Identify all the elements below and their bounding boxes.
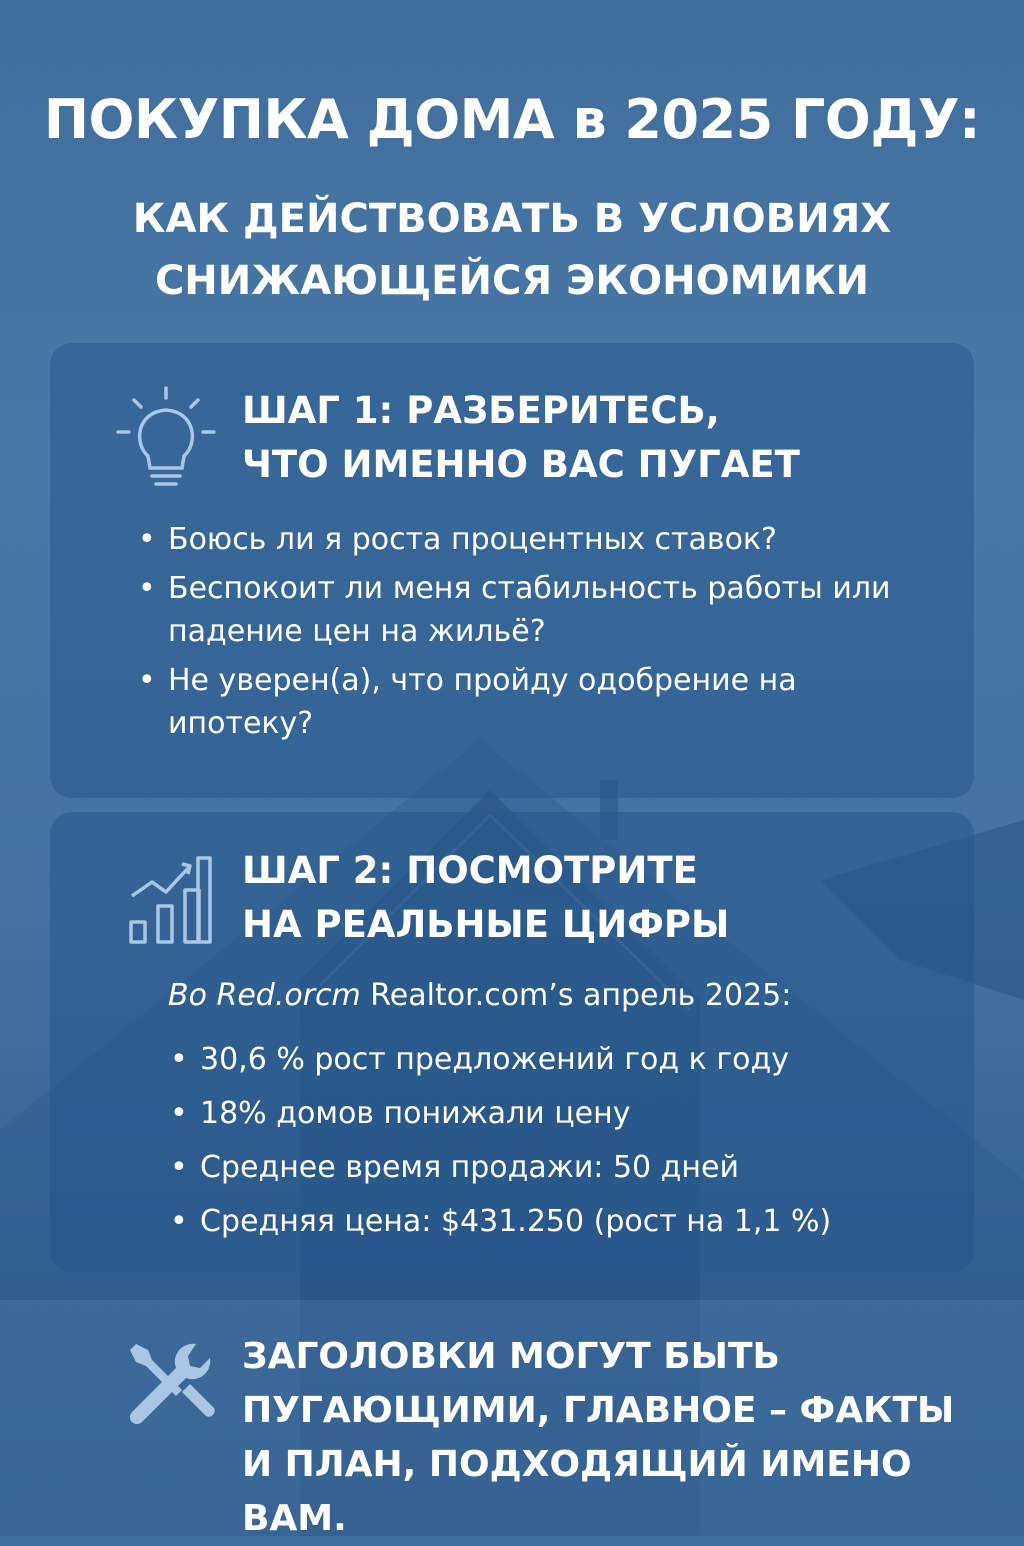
data-source [168, 978, 791, 1013]
step2-heading [242, 844, 729, 952]
list-item: • Средняя цена: $431.250 (рост на 1,1 %) [170, 1200, 930, 1243]
list-item: • Не уверен(а), что пройду одобрение на ипотеку? [138, 659, 898, 745]
page-subtitle [0, 188, 1024, 312]
footer-message [242, 1330, 1024, 1546]
step1-heading-line: ШАГ 1: РАЗБЕРИТЕСЬ, [242, 389, 720, 432]
list-item: • Беспокоит ли меня стабильность работы или падение цен на жильё? [138, 567, 898, 653]
source-prefix: Bo Red.orcm [168, 978, 361, 1013]
subtitle-line: СНИЖАЮЩЕЙСЯ ЭКОНОМИКИ [154, 258, 870, 304]
list-item: • Боюсь ли я роста процентных ставок? [138, 518, 898, 561]
list-item: • 18% домов понижали цену [170, 1092, 930, 1135]
step1-list [138, 518, 898, 751]
step1-heading [242, 384, 800, 492]
page-title: ПОКУПКА ДОМА в 2025 ГОДУ: [43, 88, 981, 151]
step2-list [170, 1038, 930, 1254]
footer-line: ПУГАЮЩИМИ, ГЛАВНОЕ – ФАКТЫ [242, 1390, 955, 1431]
source-rest: Realtor.com’s апрель 2025: [360, 978, 792, 1013]
step2-heading-line: НА РЕАЛЬНЫЕ ЦИФРЫ [242, 903, 730, 946]
step1-heading-line: ЧТО ИМЕННО ВАС ПУГАЕТ [242, 443, 800, 486]
lightbulb-icon [116, 386, 216, 490]
list-item: • 30,6 % рост предложений год к году [170, 1038, 930, 1081]
bar-chart-icon [128, 852, 214, 946]
step2-heading-line: ШАГ 2: ПОСМОТРИТЕ [242, 849, 698, 892]
footer-line: И ПЛАН, ПОДХОДЯЩИЙ ИМЕНО ВАМ. [242, 1444, 912, 1539]
footer-line: ЗАГОЛОВКИ МОГУТ БЫТЬ [242, 1336, 780, 1377]
list-item: • Среднее время продажи: 50 дней [170, 1146, 930, 1189]
tools-icon [126, 1340, 218, 1432]
subtitle-line: КАК ДЕЙСТВОВАТЬ В УСЛОВИЯХ [132, 196, 892, 242]
